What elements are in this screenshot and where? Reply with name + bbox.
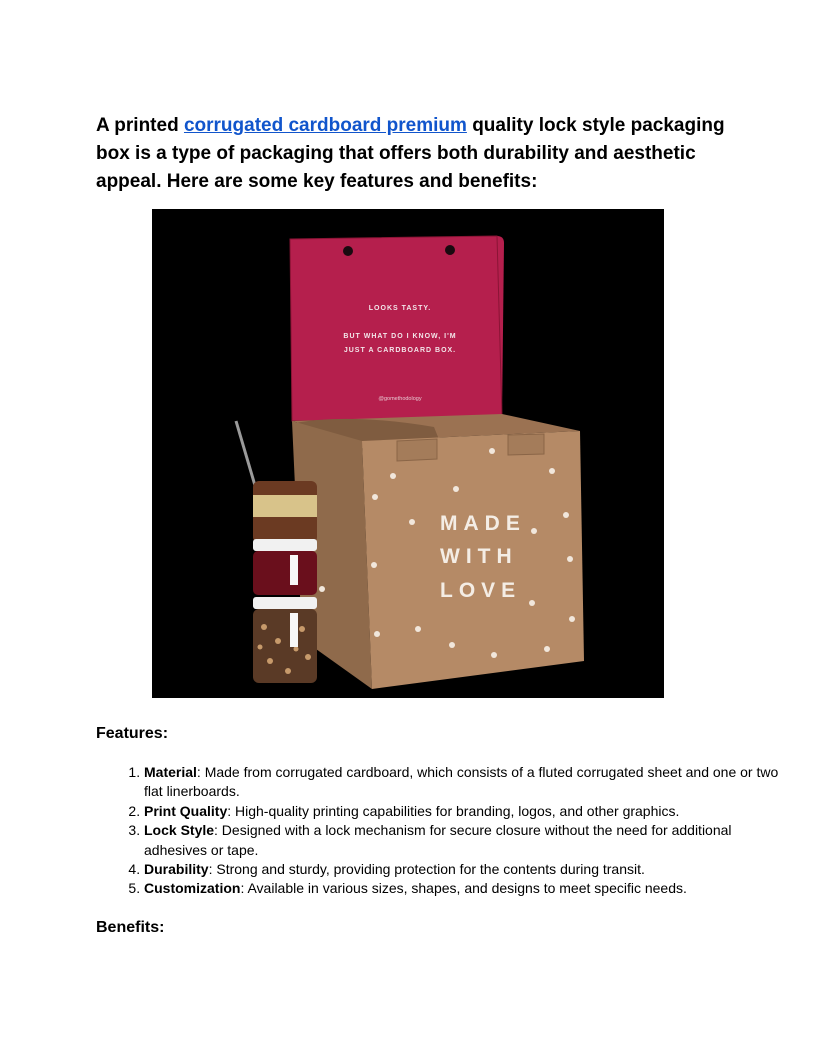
corrugated-cardboard-link[interactable]: corrugated cardboard premium bbox=[183, 115, 467, 136]
list-item bbox=[144, 763, 784, 802]
box-text-with: WITH bbox=[440, 545, 518, 568]
lid-handle-text: @gomethodology bbox=[378, 396, 422, 402]
feature-desc: : Designed with a lock mechanism for secure closure without the need for additional adhesives or tape. bbox=[144, 822, 732, 858]
product-photo bbox=[152, 209, 664, 698]
feature-desc: : Available in various sizes, shapes, and designs to meet specific needs. bbox=[240, 880, 687, 897]
box-text-made: MADE bbox=[440, 512, 526, 535]
feature-term: Customization bbox=[144, 880, 241, 897]
box-lid-inner bbox=[290, 236, 504, 421]
list-item bbox=[144, 821, 784, 860]
intro-text-before: A printed bbox=[96, 115, 184, 136]
feature-desc: : Made from corrugated cardboard, which consists of a fluted corrugated sheet and one or two flat linerboards. bbox=[144, 764, 779, 800]
feature-term: Durability bbox=[144, 861, 209, 878]
intro-text-after: quality lock style packaging box is a type of packaging that offers both durability and aesthetic appeal. Here are some key features and benefits: bbox=[96, 115, 725, 192]
feature-term: Print Quality bbox=[144, 802, 228, 819]
benefits-heading: Benefits: bbox=[96, 919, 165, 936]
features-list bbox=[96, 763, 784, 899]
lid-text-line-3: JUST A CARDBOARD BOX. bbox=[343, 347, 457, 354]
lid-text-line-1: LOOKS TASTY. bbox=[368, 305, 432, 312]
lid-text-line-2: BUT WHAT DO I KNOW, I'M bbox=[343, 333, 457, 340]
list-item bbox=[144, 802, 784, 821]
list-item bbox=[144, 879, 784, 898]
feature-desc: : Strong and sturdy, providing protection for the contents during transit. bbox=[208, 861, 645, 878]
box-text-love: LOVE bbox=[440, 579, 522, 602]
feature-desc: : High-quality printing capabilities for branding, logos, and other graphics. bbox=[227, 802, 680, 819]
list-item bbox=[144, 860, 784, 879]
features-heading: Features: bbox=[96, 725, 169, 742]
feature-term: Material bbox=[144, 764, 197, 780]
packaging-box-illustration bbox=[152, 209, 664, 698]
intro-paragraph bbox=[96, 112, 726, 196]
feature-term: Lock Style bbox=[144, 822, 215, 839]
